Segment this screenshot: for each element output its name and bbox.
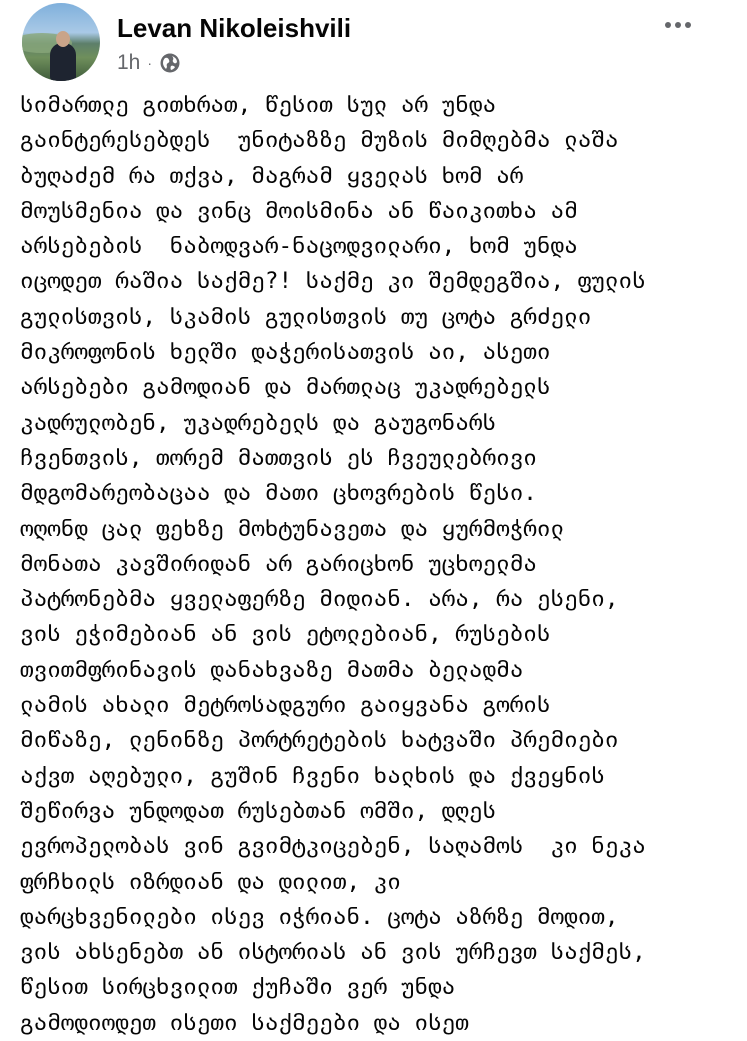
post-text-line: შეწირვა უნდოდათ რუსებთან ომში, დღეს bbox=[20, 797, 497, 824]
meta-separator: · bbox=[147, 55, 153, 71]
more-dot bbox=[665, 22, 671, 28]
post-meta bbox=[117, 51, 181, 75]
post-text-line: ფრჩხილს იზრდიან და დილით, კი bbox=[20, 868, 401, 895]
post-text-line: თვითმფრინავის დანახვაზე მათმა ბელადმა bbox=[20, 656, 524, 683]
post-text-line: მოუსმენია და ვინც მოისმინა ან წაიკითხა ამ bbox=[20, 197, 578, 224]
post-text-line: ვის ეჭიმებიან ან ვის ეტოლებიან, რუსების bbox=[20, 621, 551, 648]
post-text-line: წესით სირცხვილით ქუჩაში ვერ უნდა bbox=[20, 974, 456, 1001]
more-dot bbox=[685, 22, 691, 28]
post-text-line: გაინტერესებდეს უნიტაზზე მუზის მიმღებმა ლაშა bbox=[20, 127, 619, 154]
avatar-person-body bbox=[50, 43, 76, 81]
post-text-line: არსებები გამოდიან და მართლაც უკადრებელს bbox=[20, 374, 551, 401]
post-text-line: მდგომარეობაცაა და მათი ცხოვრების წესი. bbox=[20, 480, 537, 507]
post-text-line: ჩვენთვის, თორემ მათთვის ეს ჩვეულებრივი bbox=[20, 444, 537, 471]
post-text-line: ლამის ახალი მეტროსადგური გაიყვანა გორის bbox=[20, 692, 551, 719]
post-text-line: მიწაზე, ლენინზე პორტრეტების ხატვაში პრემიები bbox=[20, 727, 619, 754]
post-text-line: მონათა კავშირიდან არ გარიცხონ უცხოელმა bbox=[20, 550, 537, 577]
more-options-icon[interactable] bbox=[658, 13, 698, 37]
post-text-line: მიკროფონის ხელში დაჭერისათვის აი, ასეთი bbox=[20, 339, 551, 366]
avatar-person-head bbox=[56, 31, 70, 47]
post-text-line: სიმართლე გითხრათ, წესით სულ არ უნდა bbox=[20, 92, 497, 118]
post-text-line: დარცხვენილები ისევ იჭრიან. ცოტა აზრზე მოდით, bbox=[20, 903, 619, 930]
post-text-line: ვის ახსენებთ ან ისტორიას ან ვის ურჩევთ საქმეს, bbox=[20, 939, 646, 966]
author-name[interactable]: Levan Nikoleishvili bbox=[117, 13, 352, 43]
post-text-line: ოღონდ ცალ ფეხზე მოხტუნავეთა და ყურმოჭრილ bbox=[20, 515, 565, 542]
more-dot bbox=[675, 22, 681, 28]
post-text-line: პატრონებმა ყველაფერზე მიდიან. არა, რა ესენი, bbox=[20, 586, 619, 613]
post-text-line: ევროპელობას ვინ გვიმტკიცებენ, საღამოს კი ნეკა bbox=[20, 833, 646, 860]
post-text-line: არსებების ნაბოდვარ-ნაცოდვილარი, ხომ უნდა bbox=[20, 233, 578, 260]
post-text-line: იცოდეთ რაშია საქმე?! საქმე კი შემდეგშია, ფულის bbox=[20, 268, 646, 295]
post-text-line: გამოდიოდეთ ისეთი საქმეები და ისეთ bbox=[20, 1009, 469, 1036]
globe-icon[interactable] bbox=[159, 52, 181, 74]
post-timestamp[interactable]: 1h bbox=[117, 51, 141, 74]
post-text-line: აქვთ აღებული, გუშინ ჩვენი ხალხის და ქვეყნის bbox=[20, 762, 605, 789]
author-avatar[interactable] bbox=[22, 3, 100, 81]
post-text-line: გულისთვის, სკამის გულისთვის თუ ცოტა გრძელი bbox=[20, 303, 592, 330]
post-text-line: კადრულობენ, უკადრებელს და გაუგონარს bbox=[20, 409, 497, 436]
post-body-text bbox=[20, 88, 730, 1041]
post-text-line: ბუღაძემ რა თქვა, მაგრამ ყველას ხომ არ bbox=[20, 162, 524, 189]
post-header bbox=[22, 3, 722, 83]
